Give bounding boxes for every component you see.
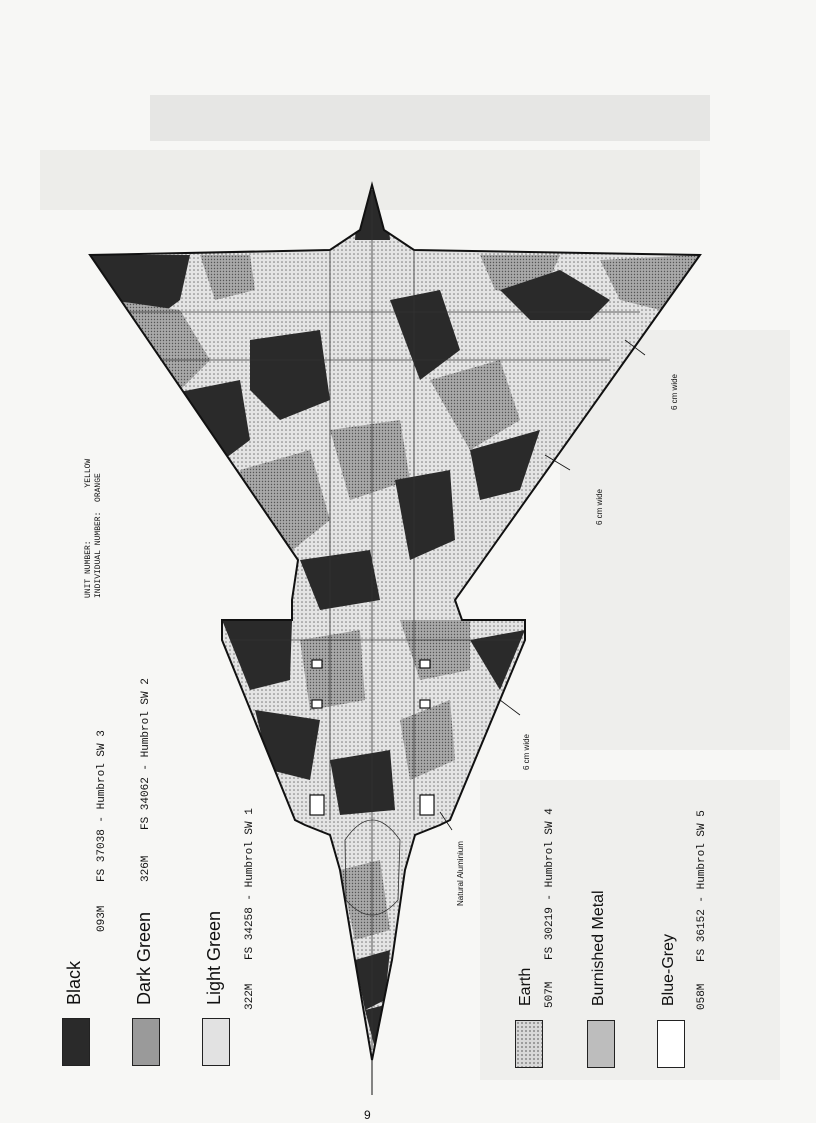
individual-number-label: INDIVIDUAL NUMBER: — [94, 511, 103, 598]
legend-blue-grey-code: 058M — [696, 983, 708, 1010]
swatch-dark-green — [132, 1018, 160, 1066]
legend-earth-fs: FS 30219 - Humbrol SW 4 — [544, 808, 556, 960]
swatch-black — [62, 1018, 90, 1066]
page-number: 9 — [364, 1108, 371, 1122]
legend-burnished-metal-name: Burnished Metal — [590, 890, 607, 1006]
legend-blue-grey-name: Blue-Grey — [660, 933, 677, 1006]
legend-dark-green-name: Dark Green — [134, 911, 154, 1005]
unit-markings — [84, 459, 104, 598]
legend-earth-code: 507M — [544, 981, 556, 1008]
legend-light-green-code: 322M — [244, 983, 256, 1010]
legend-light-green-name: Light Green — [204, 910, 224, 1005]
swatch-blue-grey — [657, 1020, 685, 1068]
unit-number-label: UNIT NUMBER: — [84, 540, 93, 598]
swatch-earth — [515, 1020, 543, 1068]
legend-black-fs: FS 37038 - Humbrol SW 3 — [96, 730, 108, 882]
swatch-light-green — [202, 1018, 230, 1066]
width-callout-3: 6 cm wide — [670, 373, 679, 410]
legend-earth-name: Earth — [517, 967, 534, 1006]
legend-dark-green-fs: FS 34062 - Humbrol SW 2 — [140, 678, 152, 830]
individual-number-value: ORANGE — [94, 473, 103, 502]
width-callout-1: 6 cm wide — [522, 733, 531, 770]
legend-black-name: Black — [64, 960, 84, 1005]
legend-light-green-fs: FS 34258 - Humbrol SW 1 — [244, 808, 256, 960]
width-callout-2: 6 cm wide — [595, 488, 604, 525]
swatch-burnished-metal — [587, 1020, 615, 1068]
legend-blue-grey-fs: FS 36152 - Humbrol SW 5 — [696, 810, 708, 962]
natural-aluminium-callout: Natural Aluminium — [456, 841, 465, 906]
legend-black-code: 093M — [96, 905, 108, 932]
legend-dark-green-code: 326M — [140, 855, 152, 882]
unit-number-value: YELLOW — [84, 458, 93, 488]
